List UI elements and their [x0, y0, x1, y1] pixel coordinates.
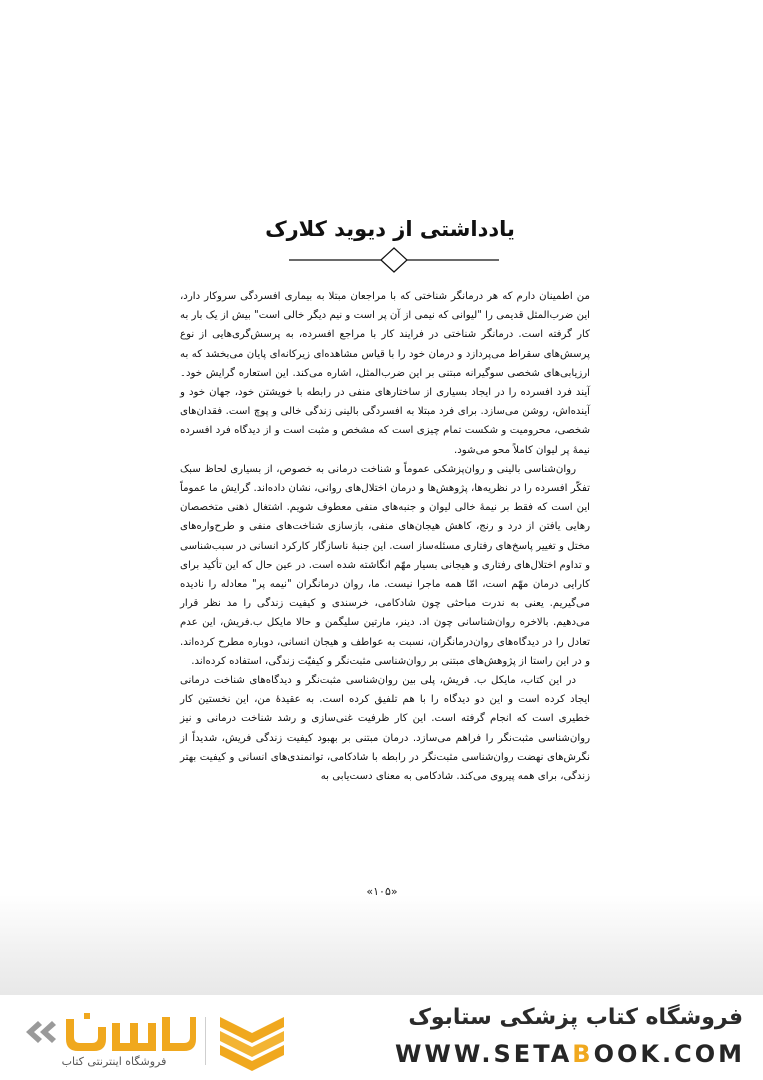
title-divider-ornament [289, 246, 499, 274]
chevrons-logo-icon [216, 1013, 288, 1071]
store-url-prefix: WWW.SETA [394, 1040, 573, 1068]
body-text [180, 287, 590, 786]
page-title: یادداشتی از دیوید کلارک [265, 217, 515, 241]
store-footer [0, 995, 763, 1080]
store-name: فروشگاه کتاب پزشکی ستابوک [408, 1005, 743, 1030]
logo-caption: فروشگاه اینترنتی کتاب [61, 1055, 167, 1068]
store-url-suffix: OOK.COM [593, 1040, 745, 1068]
paragraph: در این کتاب، مایکل ب. فریش، پلی بین روان‌شناسی مثبت‌نگر و دیدگاه‌های شناخت درمانی ایجاد کرده است و این دو دیدگاه را با هم تلفیق کرده است. به عقیدهٔ من، این نخستین کار خطیری است که انجام گرفته است. این کار ظرفیت غنی‌سازی و رشد شناخت درمانی و نیز روان‌شناسی مثبت‌نگر را فراهم می‌سازد. درمان مبتنی بر بهبود کیفیت زندگی فریش، شدیداً از نگرش‌های نهضت روان‌شناسی مثبت‌نگر در رابطه با شادکامی، توانمندی‌های انسانی و کیفیت بهتر زندگی، برای همه پیروی می‌کند. شادکامی به معنای دست‌یابی به [180, 675, 590, 783]
paragraph: روان‌شناسی بالینی و روان‌پزشکی عموماً و شناخت درمانی به خصوص، از بسیاری لحاظ سبک تفکّر افسرده را در نظریه‌ها، پژوهش‌ها و درمان اختلال‌های روانی، نشان داده‌اند. گرایش ما عموماً این است که فقط بر نیمهٔ خالی لیوان و جنبه‌های منفی معطوف شویم. اشتغال ذهنی متخصصان رهایی یافتن از درد و رنج، کاهش هیجان‌های منفی، بازسازی شناخت‌های منفی و طرح‌واره‌های مختل و تغییر پاسخ‌های رفتاری مسئله‌ساز است. این جنبهٔ ناسازگار کارکرد انسانی در سبب‌شناسی و تداوم اختلال‌های رفتاری و هیجانی بسیار مهّم انگاشته شده است. در عین حال که این تأکید برای کارایی درمان مهّم است، امّا همه ماجرا نیست. ما، روان درمانگران "نیمه پر" معادله را نادیده می‌گیریم. یعنی به ندرت مباحثی چون شادکامی، خرسندی و کیفیت زندگی را مد نظر قرار می‌دهیم. بالاخره روان‌شناسانی چون اد. دینر، مارتین سلیگمن و حالا مایکل ب.فریش، این عدم تعادل را در دیدگاه‌های روان‌درمانگران، نسبت به عواطف و هیجان انسانی، دوباره مطرح کرده‌اند. و در این راستا از پژوهش‌های مبتنی بر روان‌شناسی مثبت‌نگر و کیفیّت زندگی، استفاده کرده‌اند. [180, 463, 590, 667]
store-url[interactable] [375, 1040, 745, 1068]
logo-divider [205, 1017, 206, 1065]
paragraph: من اطمینان دارم که هر درمانگر شناختی که با مراجعان مبتلا به بیماری افسردگی سروکار دارد، این ضرب‌المثل قدیمی را "لیوانی که نیمی از آن پر است و نیم دیگر خالی است" بیش از یک بار به کار گرفته است. درمانگر شناختی در فرایند کار با مراجع افسرده، به پرسش‌گری‌هایی از نوع پرسش‌های سقراط می‌پردازد و درمان خود را با قیاس مشاهده‌ای زیرکانه‌ای پایان می‌بخشد که به ارزیابی‌های شخصی سوگیرانه مبتنی بر این ضرب‌المثل، اشاره می‌کند. این استعاره گرایش خود۔آیند فرد افسرده را در ایجاد بسیاری از ساختارهای منفی در رابطه با خویشتن خود، جهان خود و آینده‌اش، روشن می‌سازد. برای فرد مبتلا به افسردگی بالینی زندگی خالی و پوچ است. فقدان‌های شخصی، محرومیت و شکست تمام چیزی است که مشخص و مثبت است و از دیدگاه فرد افسرده نیمهٔ پر لیوان کاملاً محو می‌شود. [180, 291, 590, 456]
store-url-accent: B [572, 1040, 594, 1068]
setabook-wordmark-icon [22, 1009, 198, 1055]
page-number: «۱۰۵» [366, 885, 398, 898]
